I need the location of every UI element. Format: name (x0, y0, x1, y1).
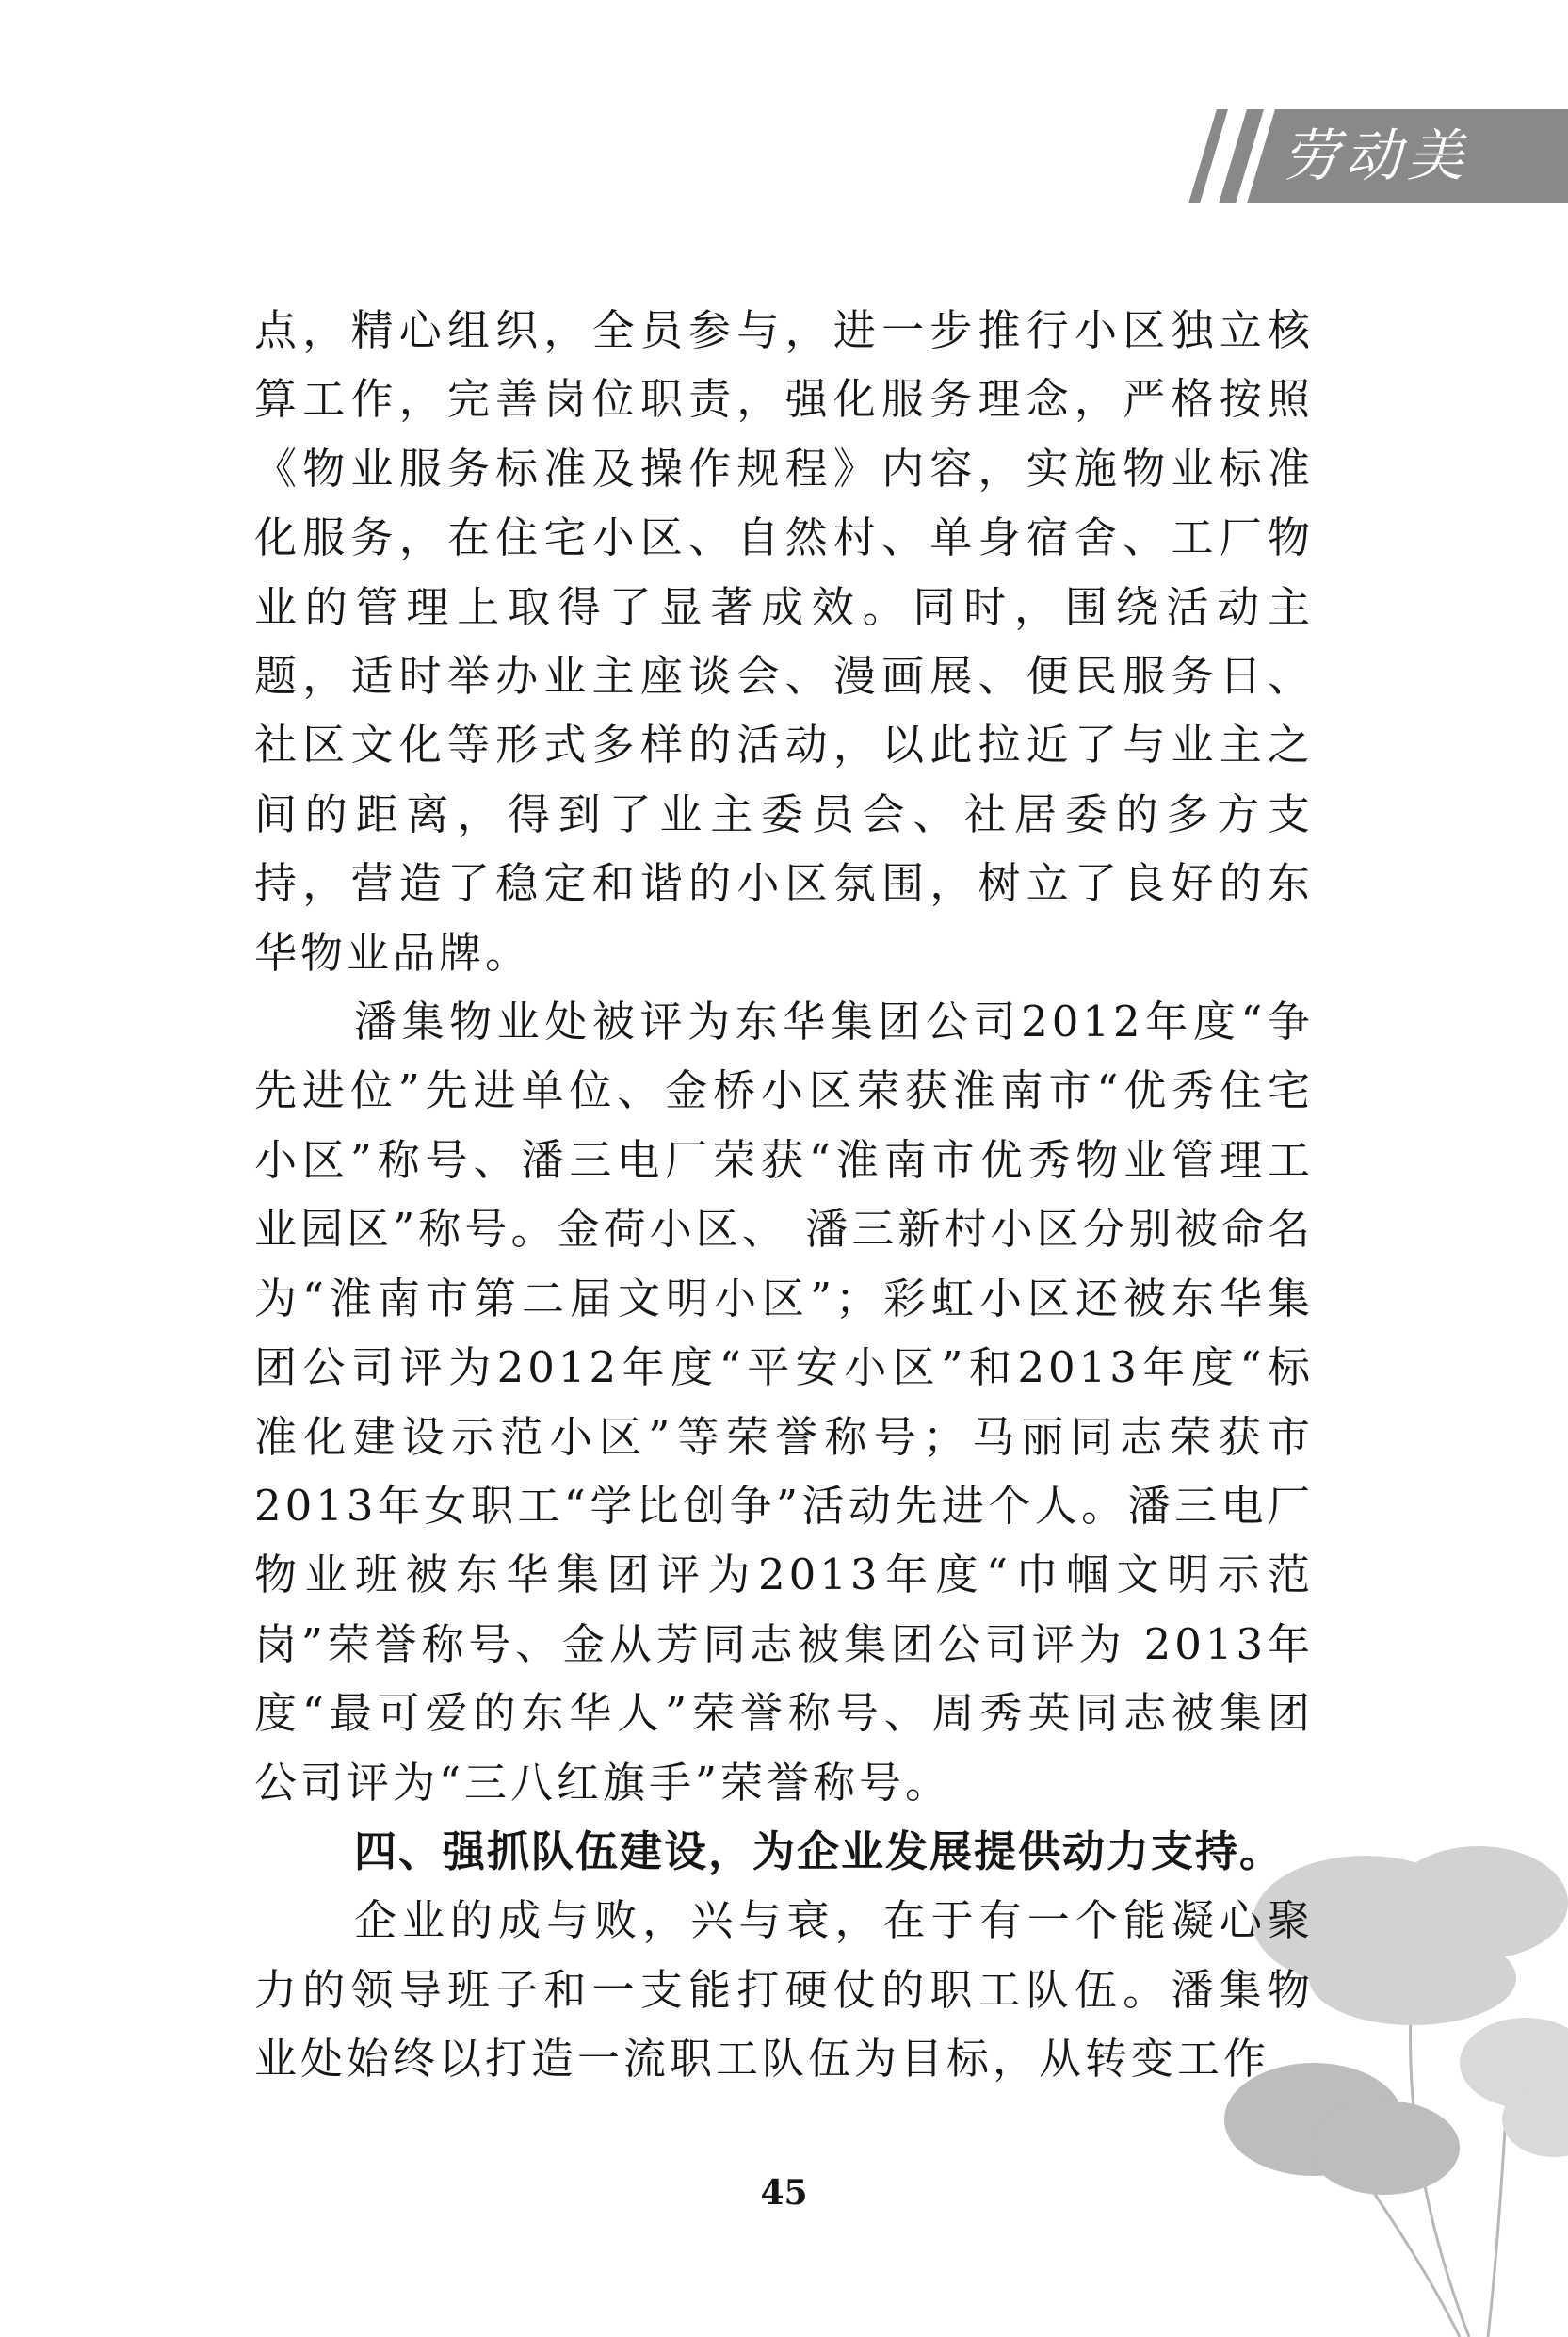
paragraph-team-building: 企业的成与败，兴与衰，在于有一个能凝心聚力的领导班子和一支能打硬仗的职工队伍。潘集物业处始终以打造一流职工队伍为目标，从转变工作 (254, 1895, 1314, 2085)
paragraph-awards: 潘集物业处被评为东华集团公司2012年度“争先进位”先进单位、金桥小区荣获淮南市“优秀住宅小区”称号、潘三电厂荣获“淮南市优秀物业管理工业园区”称号。金荷小区、 潘三新村小区分别被命名为“淮南市第二届文明小区”；彩虹小区还被东华集团公司评为2012年度“平安小区”和2013年度“标准化建设示范小区”等荣誉称号；马丽同志荣获市2013年女职工“学比创争”活动先进个人。潘三电厂物业班被东华集团评为2013年度“巾帼文明示范岗”荣誉称号、金从芳同志被集团公司评为 2013年度“最可爱的东华人”荣誉称号、周秀英同志被集团公司评为“三八红旗手”荣誉称号。 (254, 997, 1314, 1808)
banner-title: 劳动美 (1283, 123, 1469, 189)
header-banner (1188, 109, 1568, 203)
section-heading: 四、强抓队伍建设，为企业发展提供动力支持。 (354, 1826, 1285, 1876)
paragraph-continuation: 点，精心组织，全员参与，进一步推行小区独立核算工作，完善岗位职责，强化服务理念，严格按照《物业服务标准及操作规程》内容，实施物业标准化服务，在住宅小区、自然村、单身宿舍、工厂物业的管理上取得了显著成效。同时，围绕活动主题，适时举办业主座谈会、漫画展、便民服务日、社区文化等形式多样的活动，以此拉近了与业主之间的距离，得到了业主委员会、社居委的多方支持，营造了稳定和谐的小区氛围，树立了良好的东华物业品牌。 (254, 305, 1314, 978)
page-number: 45 (760, 2173, 808, 2213)
page-body-text (254, 296, 1314, 2094)
